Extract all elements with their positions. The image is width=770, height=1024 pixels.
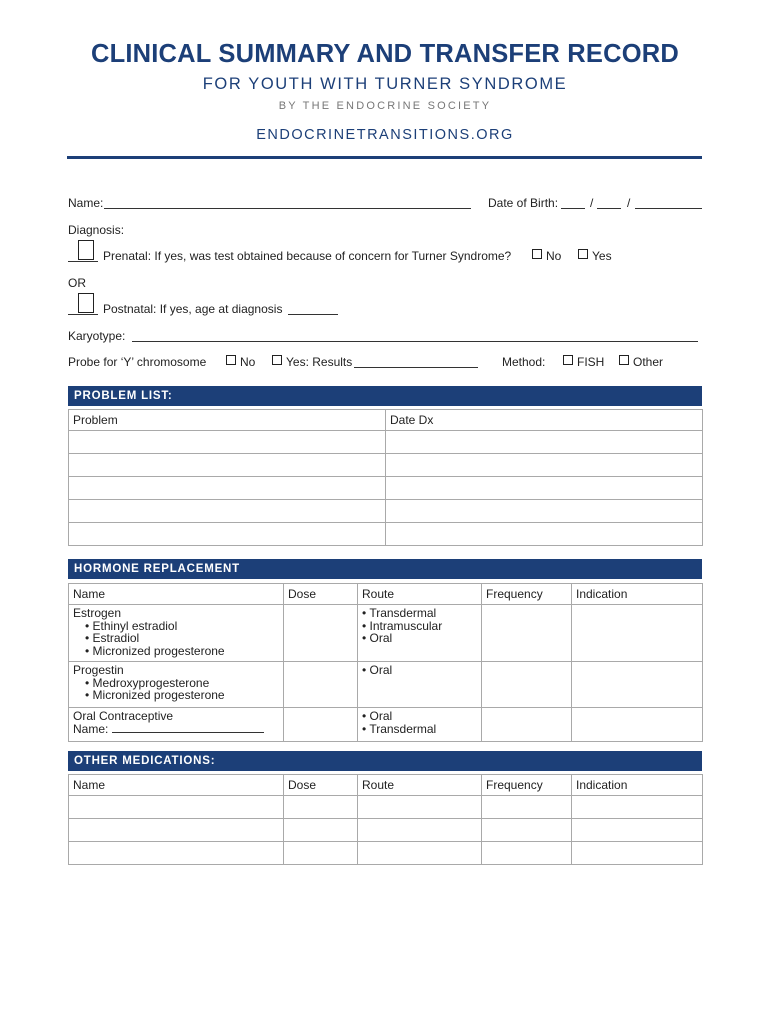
method-fish-label: FISH — [577, 355, 605, 369]
indication-cell[interactable] — [572, 819, 703, 842]
frequency-cell[interactable] — [482, 605, 572, 662]
prenatal-no-label: No — [546, 249, 562, 263]
postnatal-line — [68, 314, 98, 315]
name-cell — [69, 662, 284, 708]
karyotype-field[interactable] — [132, 341, 698, 342]
route-cell[interactable] — [358, 842, 482, 865]
website-link[interactable]: ENDOCRINETRANSITIONS.ORG — [256, 127, 514, 143]
frequency-cell[interactable] — [482, 708, 572, 742]
problem-list-table — [68, 409, 703, 546]
column-header-dose: Dose — [284, 584, 358, 605]
column-header-indication: Indication — [572, 775, 703, 796]
dose-cell[interactable] — [284, 662, 358, 708]
dob-day-field[interactable] — [597, 208, 621, 209]
column-header-route: Route — [358, 584, 482, 605]
route-cell — [358, 708, 482, 742]
medication-name: Estrogen — [73, 606, 122, 620]
method-other-checkbox[interactable] — [619, 355, 629, 365]
problem-cell[interactable] — [69, 500, 386, 523]
problem-cell[interactable] — [69, 477, 386, 500]
table-row — [69, 662, 703, 708]
prenatal-no-checkbox[interactable] — [532, 249, 542, 259]
method-other-label: Other — [633, 355, 664, 369]
route-option: • Oral — [362, 631, 393, 645]
medication-name: Oral Contraceptive — [73, 709, 174, 723]
table-row — [69, 454, 703, 477]
method-label: Method: — [502, 355, 546, 369]
prenatal-line — [68, 261, 98, 262]
name-cell[interactable] — [69, 842, 284, 865]
dob-month-field[interactable] — [561, 208, 585, 209]
document-title: CLINICAL SUMMARY AND TRANSFER RECORD — [90, 40, 680, 68]
table-row — [69, 605, 703, 662]
other-medications-table — [68, 774, 703, 865]
hormone-replacement-table — [68, 583, 703, 742]
karyotype-label: Karyotype: — [68, 329, 126, 343]
table-row — [69, 523, 703, 546]
postnatal-label: Postnatal: If yes, age at diagnosis — [103, 302, 283, 316]
prenatal-label: Prenatal: If yes, was test obtained because of concern for Turner Syndrome? — [103, 249, 512, 263]
column-header-dose: Dose — [284, 775, 358, 796]
table-row — [69, 431, 703, 454]
medication-option: • Estradiol — [85, 631, 140, 645]
probe-results-field[interactable] — [354, 367, 478, 368]
column-header-problem: Problem — [69, 410, 386, 431]
date-dx-cell[interactable] — [386, 523, 703, 546]
problem-cell[interactable] — [69, 454, 386, 477]
indication-cell[interactable] — [572, 708, 703, 742]
date-dx-cell[interactable] — [386, 500, 703, 523]
problem-list-heading: PROBLEM LIST: — [68, 386, 702, 406]
route-option: • Transdermal — [362, 606, 437, 620]
column-header-frequency: Frequency — [482, 584, 572, 605]
frequency-cell[interactable] — [482, 796, 572, 819]
name-label: Name: — [68, 196, 104, 210]
column-header-name: Name — [69, 584, 284, 605]
dose-cell[interactable] — [284, 796, 358, 819]
dob-label: Date of Birth: — [488, 196, 559, 210]
name-cell — [69, 605, 284, 662]
probe-label: Probe for ‘Y’ chromosome — [68, 355, 207, 369]
route-cell[interactable] — [358, 796, 482, 819]
postnatal-checkbox[interactable] — [78, 293, 94, 313]
date-dx-cell[interactable] — [386, 431, 703, 454]
problem-cell[interactable] — [69, 523, 386, 546]
route-option: • Oral — [362, 663, 393, 677]
probe-yes-checkbox[interactable] — [272, 355, 282, 365]
header-divider — [67, 156, 702, 159]
table-row — [69, 819, 703, 842]
name-cell — [69, 708, 284, 742]
frequency-cell[interactable] — [482, 819, 572, 842]
hormone-replacement-heading: HORMONE REPLACEMENT — [68, 559, 702, 579]
route-option: • Intramuscular — [362, 618, 443, 633]
column-header-date-dx: Date Dx — [386, 410, 703, 431]
prenatal-yes-label: Yes — [592, 249, 612, 263]
table-row — [69, 842, 703, 865]
prenatal-checkbox[interactable] — [78, 240, 94, 260]
date-dx-cell[interactable] — [386, 477, 703, 500]
medication-option: • Micronized progesterone — [85, 643, 225, 658]
name-cell[interactable] — [69, 819, 284, 842]
table-row — [69, 708, 703, 742]
table-row — [69, 796, 703, 819]
medication-option: • Medroxyprogesterone — [85, 675, 210, 690]
dob-year-field[interactable] — [635, 208, 702, 209]
date-dx-cell[interactable] — [386, 454, 703, 477]
route-option: • Transdermal — [362, 721, 437, 736]
name-line-label: Name: — [73, 721, 109, 736]
name-cell[interactable] — [69, 796, 284, 819]
dose-cell[interactable] — [284, 605, 358, 662]
table-row — [69, 477, 703, 500]
problem-cell[interactable] — [69, 431, 386, 454]
column-header-route: Route — [358, 775, 482, 796]
medication-name: Progestin — [73, 663, 124, 677]
diagnosis-label: Diagnosis: — [68, 223, 125, 237]
method-fish-checkbox[interactable] — [563, 355, 573, 365]
probe-yes-label: Yes: Results — [286, 355, 353, 369]
frequency-cell[interactable] — [482, 842, 572, 865]
oral-contraceptive-name-field[interactable] — [73, 723, 279, 736]
indication-cell[interactable] — [572, 605, 703, 662]
indication-cell[interactable] — [572, 842, 703, 865]
probe-no-label: No — [240, 355, 256, 369]
or-label: OR — [68, 276, 86, 290]
name-line — [112, 723, 264, 733]
route-cell — [358, 605, 482, 662]
column-header-name: Name — [69, 775, 284, 796]
indication-cell[interactable] — [572, 662, 703, 708]
column-header-frequency: Frequency — [482, 775, 572, 796]
byline: BY THE ENDOCRINE SOCIETY — [278, 100, 492, 112]
dob-separator: / — [590, 196, 594, 210]
route-cell — [358, 662, 482, 708]
probe-no-checkbox[interactable] — [226, 355, 236, 365]
dob-separator: / — [627, 196, 631, 210]
dose-cell[interactable] — [284, 842, 358, 865]
medication-option: • Ethinyl estradiol — [85, 618, 178, 633]
route-option: • Oral — [362, 709, 393, 723]
age-at-diagnosis-field[interactable] — [288, 314, 338, 315]
frequency-cell[interactable] — [482, 662, 572, 708]
dose-cell[interactable] — [284, 819, 358, 842]
medication-option: • Micronized progesterone — [85, 688, 225, 702]
column-header-indication: Indication — [572, 584, 703, 605]
other-medications-heading: OTHER MEDICATIONS: — [68, 751, 702, 771]
table-row — [69, 500, 703, 523]
prenatal-yes-checkbox[interactable] — [578, 249, 588, 259]
route-cell[interactable] — [358, 819, 482, 842]
document-subtitle: FOR YOUTH WITH TURNER SYNDROME — [202, 75, 568, 93]
name-field[interactable] — [104, 208, 471, 209]
indication-cell[interactable] — [572, 796, 703, 819]
dose-cell[interactable] — [284, 708, 358, 742]
